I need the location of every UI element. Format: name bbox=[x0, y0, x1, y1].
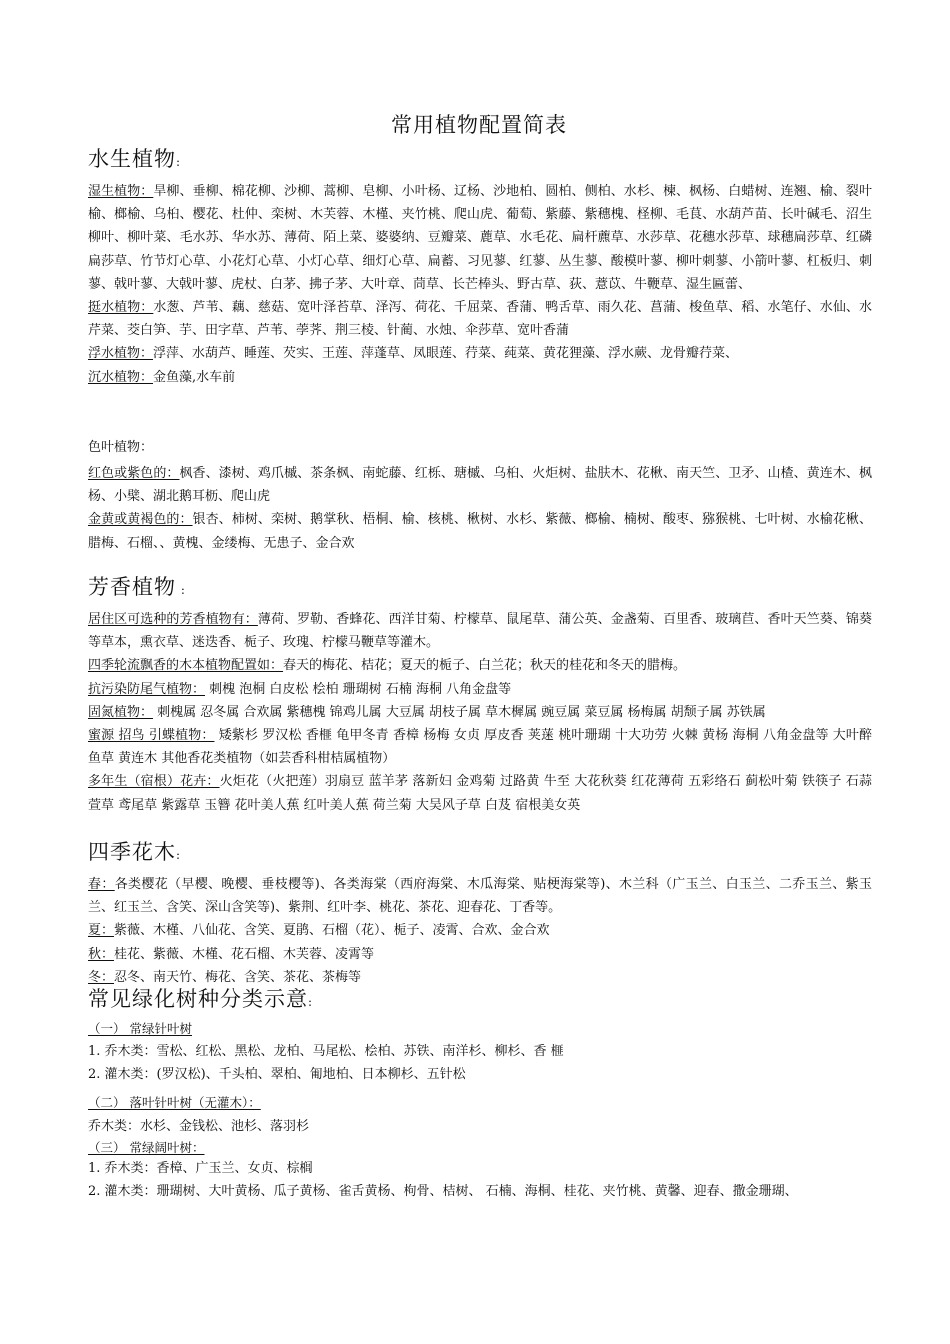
text-anti-pollution: 刺槐 泡桐 白皮松 桧柏 珊瑚树 石楠 海桐 八角金盘等 bbox=[209, 681, 512, 697]
text-autumn: 桂花、紫薇、木槿、花石榴、木芙蓉、凌霄等 bbox=[114, 946, 375, 962]
label-nitrogen-fixing: 固氮植物： bbox=[88, 704, 154, 720]
label-floating-plants: 浮水植物： bbox=[88, 346, 154, 362]
text-red-purple: 枫香、漆树、鸡爪槭、茶条枫、南蛇藤、红栎、瑭槭、乌桕、火炬树、盐肤木、花楸、南天竺、卫矛、山楂、黄连木、枫杨、小檗、湖北鹅耳枥、爬山虎 bbox=[88, 466, 872, 505]
paragraph-fragrant bbox=[88, 608, 872, 817]
text-emergent-plants: 水葱、芦苇、藕、慈菇、宽叶泽苔草、泽泻、荷花、千屈菜、香蒲、鸭舌草、雨久花、菖蒲、梭鱼草、稻、水笔仔、水仙、水芹菜、茭白笋、芋、田字草、芦苇、荸荠、荆三棱、针蔺、水烛、伞莎草、宽叶香蒲 bbox=[88, 300, 872, 339]
label-summer: 夏： bbox=[88, 923, 115, 939]
heading-greening-trees: 常见绿化树种分类示意: bbox=[88, 987, 314, 1011]
label-nectar-birds-butterflies: 蜜源 招鸟 引蝶植物： bbox=[88, 728, 215, 744]
line-evergreen-broadleaf-shrubs: 2. 灌木类：珊瑚树、大叶黄杨、瓜子黄杨、雀舌黄杨、枸骨、桔树、 石楠、海桐、桂花、夹竹桃、黄馨、迎春、撒金珊瑚、 bbox=[88, 1184, 798, 1200]
list-evergreen-broadleaf bbox=[88, 1157, 872, 1203]
label-emergent-plants: 挺水植物： bbox=[88, 300, 154, 316]
text-gold-yellow: 银杏、柿树、栾树、鹅掌秋、梧桐、榆、核桃、楸树、水杉、紫薇、榔榆、楠树、酸枣、猕猴桃、七叶树、水榆花楸、腊梅、石榴、、黄槐、金缕梅、无患子、金合欢 bbox=[88, 512, 872, 551]
line-evergreen-broadleaf-trees: 1. 乔木类：香樟、广玉兰、女贞、棕榈 bbox=[88, 1161, 313, 1176]
paragraph-four-seasons bbox=[88, 873, 872, 989]
label-perennial-flowers: 多年生（宿根）花卉： bbox=[88, 774, 220, 790]
label-autumn: 秋： bbox=[88, 946, 115, 962]
label-residential: 居住区可选种的芳香植物有： bbox=[88, 612, 258, 627]
paragraph-aquatic bbox=[88, 180, 872, 389]
label-seasonal-fragrance: 四季轮流飘香的木本植物配置如： bbox=[88, 658, 284, 674]
label-winter: 冬： bbox=[88, 969, 115, 985]
line-evergreen-conifer-shrubs: 2. 灌木类：(罗汉松)、千头柏、翠柏、匍地柏、日本柳杉、五针松 bbox=[88, 1067, 466, 1083]
heading-four-seasons: 四季花木: bbox=[88, 840, 182, 864]
group-evergreen-broadleaf bbox=[88, 1138, 872, 1158]
label-gold-yellow: 金黄或黄褐色的： bbox=[88, 512, 193, 528]
group-evergreen-conifer bbox=[88, 1019, 872, 1039]
label-evergreen-conifer: （一） 常绿针叶树 bbox=[88, 1021, 192, 1036]
heading-color-leaf: 色叶植物： bbox=[88, 440, 154, 455]
text-summer: 紫薇、木槿、八仙花、含笑、夏鹃、石榴（花）、栀子、凌霄、合欢、金合欢 bbox=[114, 923, 550, 939]
text-nitrogen-fixing: 刺槐属 忍冬属 合欢属 紫穗槐 锦鸡儿属 大豆属 胡枝子属 草木樨属 豌豆属 菜豆属 杨梅属 胡颓子属 苏铁属 bbox=[157, 704, 766, 720]
text-seasonal-fragrance: 春天的梅花、桔花；夏天的栀子、白兰花；秋天的桂花和冬天的腊梅。 bbox=[283, 658, 687, 674]
paragraph-color-leaf bbox=[88, 462, 872, 555]
list-deciduous-conifer bbox=[88, 1115, 872, 1138]
line-deciduous-conifer-trees: 乔木类：水杉、金钱松、池杉、落羽杉 bbox=[88, 1119, 310, 1134]
label-deciduous-conifer: （二） 落叶针叶树（无灌木）： bbox=[88, 1095, 261, 1110]
heading-fragrant: 芳香植物 : bbox=[88, 575, 186, 599]
text-wet-plants: 旱柳、垂柳、棉花柳、沙柳、蒿柳、皂柳、小叶杨、辽杨、沙地柏、圆柏、侧柏、水杉、楝、枫杨、白蜡树、连翘、榆、裂叶榆、榔榆、乌桕、樱花、杜仲、栾树、木芙蓉、木槿、夹竹桃、爬山虎、葡萄、紫藤、紫穗槐、柽柳、毛茛、水葫芦苗、长叶碱毛、沼生柳叶、柳叶菜、毛水苏、华水苏、薄荷、陌上菜、婆婆纳、豆瓣菜、蔍草、水毛花、扁杆藨草、水莎草、花穗水莎草、球穗扁莎草、红磷扁莎草、竹节灯心草、小花灯心草、小灯心草、细灯心草、扁蓄、习见蓼、红蓼、丛生蓼、酸模叶蓼、柳叶刺蓼、小箭叶蓼、杠板归、刺蓼、戟叶蓼、大戟叶蓼、虎杖、白茅、拂子茅、大叶章、茼草、长芒棒头、野古草、荻、薏苡、牛鞭草、湿生匾蕾、 bbox=[88, 184, 872, 292]
label-spring: 春： bbox=[88, 877, 115, 892]
label-wet-plants: 湿生植物： bbox=[88, 184, 154, 199]
group-deciduous-conifer bbox=[88, 1093, 872, 1113]
list-evergreen-conifer bbox=[88, 1040, 872, 1086]
label-submerged-plants: 沉水植物： bbox=[88, 369, 154, 385]
text-nectar-birds-butterflies: 矮紫杉 罗汉松 香榧 龟甲冬青 香樟 杨梅 女贞 厚皮香 荚蒾 桃叶珊瑚 十大功劳 火棘 黄杨 海桐 八角金盘等 大叶醉鱼草 黄连木 其他香花类植物（如芸香科柑桔属植物） bbox=[88, 728, 872, 767]
heading-aquatic: 水生植物: bbox=[88, 147, 182, 171]
text-submerged-plants: 金鱼藻,水车前 bbox=[153, 369, 236, 385]
text-spring: 各类樱花（早樱、晚樱、垂枝樱等)、各类海棠（西府海棠、木瓜海棠、贴梗海棠等)、木兰科（广玉兰、白玉兰、二乔玉兰、紫玉兰、红玉兰、含笑、深山含笑等)、紫荆、红叶李、桃花、茶花、迎春花、丁香等。 bbox=[88, 877, 872, 916]
text-perennial-flowers: 火炬花（火把莲）羽扇豆 蓝羊茅 落新妇 金鸡菊 过路黄 牛至 大花秋葵 红花薄荷 五彩络石 蓟松叶菊 铁筷子 石蒜 萱草 鸢尾草 紫露草 玉簪 花叶美人蕉 红叶美人蕉 荷兰菊 大吴风子草 白芨 宿根美女英 bbox=[88, 774, 872, 813]
label-anti-pollution: 抗污染防尾气植物： bbox=[88, 681, 206, 697]
line-evergreen-conifer-trees: 1. 乔木类：雪松、红松、黑松、龙柏、马尾松、桧柏、苏铁、南洋杉、柳杉、香 榧 bbox=[88, 1044, 564, 1059]
text-residential: 薄荷、罗勒、香蜂花、西洋甘菊、柠檬草、鼠尾草、蒲公英、金盏菊、百里香、玻璃苣、香叶天竺葵、锦葵等草本，熏衣草、迷迭香、栀子、玫瑰、柠檬马鞭草等灌木。 bbox=[88, 612, 872, 651]
page-title: 常用植物配置简表 bbox=[391, 113, 567, 137]
label-red-purple: 红色或紫色的： bbox=[88, 466, 180, 481]
text-floating-plants: 浮萍、水葫芦、睡莲、芡实、王莲、萍蓬草、凤眼莲、荇菜、莼菜、黄花狸藻、浮水蕨、龙骨瓣荇菜、 bbox=[153, 346, 739, 362]
label-evergreen-broadleaf: （三） 常绿阔叶树： bbox=[88, 1140, 205, 1155]
text-winter: 忍冬、南天竹、梅花、含笑、茶花、茶梅等 bbox=[114, 969, 362, 985]
